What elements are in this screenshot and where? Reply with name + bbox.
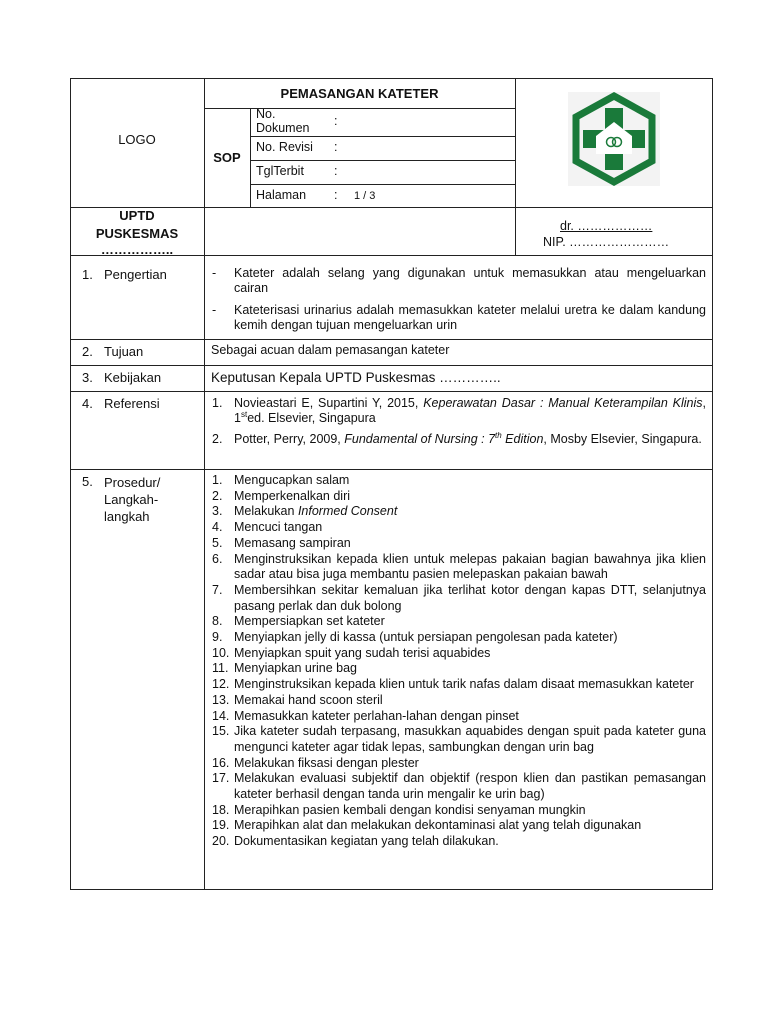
step-text: Memasang sampiran [234,535,351,550]
divider [204,108,515,109]
step-text: Melakukan Informed Consent [234,504,398,519]
ref-text: ed. Elsevier, Singapura [247,411,376,425]
section-label-pengertian: Pengertian [104,267,167,282]
divider [70,365,713,366]
kebijakan-text: Keputusan Kepala UPTD Puskesmas ………….. [211,370,501,385]
doc-no-label: No. [256,107,276,121]
step-text: Menyiapkan spuit yang sudah terisi aquabides [234,645,491,660]
logo-placeholder: LOGO [118,132,156,147]
page-title: PEMASANGAN KATETER [280,86,439,101]
doctor-name: dr. ……………… [560,219,653,233]
step-number: 3. [212,504,223,519]
section-label-tujuan: Tujuan [104,344,144,359]
step-number: 8. [212,614,223,629]
revisi-value: : [334,140,338,154]
procedure-step [212,803,706,819]
section-label-referensi: Referensi [104,396,160,411]
step-number: 15. [212,724,230,739]
step-text: Menginstruksikan kepada klien untuk melepas pakaian bagian bawahnya jika klien sadar atau bisa juga membantu pasien melepaskan pakaian bawah [234,551,706,582]
step-number: 5. [212,535,223,550]
procedure-step [212,646,706,662]
procedure-step [212,709,706,725]
divider [250,184,515,185]
step-number: 17. [212,771,230,786]
procedure-steps [212,473,706,850]
procedure-step [212,630,706,646]
puskesmas-dots: …………….. [100,242,174,257]
bullet-dash: - [212,303,217,317]
ref-text: , Mosby Elsevier, Singapura. [543,432,702,446]
step-number: 12. [212,677,230,692]
step-text: Mencuci tangan [234,520,323,535]
step-text: Mempersiapkan set kateter [234,614,385,629]
procedure-step [212,614,706,630]
ref-number: 2. [212,432,223,446]
divider [70,339,713,340]
pengertian-item: Kateter adalah selang yang digunakan untuk memasukkan atau mengeluarkan cairan [234,266,706,295]
ref-title: Edition [501,432,544,446]
puskesmas-logo-icon [568,92,660,186]
section-label-prosedur: Langkah- [104,492,159,507]
section-number: 3. [82,370,93,385]
procedure-step [212,504,706,520]
section-number: 1. [82,267,93,282]
step-number: 18. [212,802,230,817]
procedure-step [212,756,706,772]
terbit-label: TglTerbit [256,164,304,178]
step-text: Melakukan fiksasi dengan plester [234,755,419,770]
step-number: 20. [212,834,230,849]
step-number: 2. [212,488,223,503]
step-number: 6. [212,551,223,566]
procedure-step [212,661,706,677]
halaman-value: 1 / 3 [354,190,376,202]
step-text: Memakai hand scoon steril [234,692,383,707]
reference-item [234,432,706,447]
step-text: Merapihkan pasien kembali dengan kondisi senyaman mungkin [234,802,586,817]
reference-item [234,396,706,426]
procedure-step [212,583,706,614]
ref-title: Keperawatan Dasar : Manual Keterampilan Klinis [423,396,703,410]
procedure-step [212,552,706,583]
section-label-prosedur: langkah [104,509,150,524]
puskesmas-label: PUSKESMAS [95,226,179,241]
ref-text: , 1 [234,396,706,425]
step-text: Dokumentasikan kegiatan yang telah dilakukan. [234,834,499,849]
step-text: Memperkenalkan diri [234,488,351,503]
step-text: Menyiapkan jelly di kassa (untuk persiapan pengolesan pada kateter) [234,630,618,645]
step-number: 7. [212,582,223,597]
procedure-step [212,693,706,709]
sop-label: SOP [213,150,241,165]
step-number: 13. [212,692,230,707]
halaman-colon: : [334,188,338,202]
divider [70,469,713,470]
doc-no-label-2: Dokumen [256,121,310,135]
step-number: 19. [212,818,230,833]
ref-text: Novieastari E, Supartini Y, 2015, [234,396,424,410]
procedure-step [212,834,706,850]
step-number: 1. [212,473,223,487]
tujuan-text: Sebagai acuan dalam pemasangan kateter [211,343,450,357]
terbit-value: : [334,164,338,178]
procedure-step [212,818,706,834]
puskesmas-logo [568,92,660,186]
divider [250,160,515,161]
step-number: 4. [212,520,223,535]
section-number: 4. [82,396,93,411]
procedure-step [212,520,706,536]
section-number: 5. [82,474,93,489]
ref-sup: th [495,430,502,440]
ref-sup: st [240,409,248,419]
step-text: Merapihkan alat dan melakukan dekontaminasi alat yang telah digunakan [234,818,642,833]
step-text: Memasukkan kateter perlahan-lahan dengan pinset [234,708,519,723]
doctor-nip: NIP. …………………… [543,235,670,249]
step-number: 10. [212,645,230,660]
revisi-label: No. Revisi [256,140,313,154]
step-text: Menginstruksikan kepada klien untuk tarik nafas dalam disaat memasukkan kateter [234,677,694,692]
section-label-prosedur: Prosedur/ [104,475,161,490]
halaman-label: Halaman [256,188,307,202]
step-text: Menyiapkan urine bag [234,661,357,676]
step-number: 9. [212,630,223,645]
ref-number: 1. [212,396,223,410]
doc-no-value: : [334,114,338,128]
divider [204,78,205,890]
procedure-step [212,536,706,552]
divider [250,108,251,207]
procedure-step [212,771,706,802]
ref-title: Fundamental of Nursing : 7 [344,432,496,446]
procedure-step [212,677,706,693]
step-text: Mengucapkan salam [234,473,350,487]
bullet-dash: - [212,266,217,280]
procedure-step [212,489,706,505]
divider [70,391,713,392]
pengertian-item: Kateterisasi urinarius adalah memasukkan kateter melalui uretra ke dalam kandung kemih dengan tujuan mengeluarkan urin [234,303,706,332]
divider [515,78,516,255]
step-text: Membersihkan sekitar kemaluan jika terlihat kotor dengan kapas DTT, selanjutnya pasang perlak dan duk bolong [234,582,706,613]
procedure-step [212,473,706,489]
procedure-step [212,724,706,755]
step-number: 16. [212,755,230,770]
step-number: 14. [212,708,230,723]
step-number: 11. [212,661,229,676]
uptd-label: UPTD [119,208,155,223]
divider [250,136,515,137]
step-text: Melakukan evaluasi subjektif dan objektif (respon klien dan pastikan pemasangan kateter berhasil dengan tanda urin mengalir ke urin bag) [234,771,706,802]
step-text: Jika kateter sudah terpasang, masukkan aquabides dengan spuit pada kateter guna mengunci kateter agar tidak lepas, sambungkan dengan urin bag [234,724,706,754]
section-label-kebijakan: Kebijakan [104,370,162,385]
ref-text: Potter, Perry, 2009, [234,432,345,446]
section-number: 2. [82,344,93,359]
